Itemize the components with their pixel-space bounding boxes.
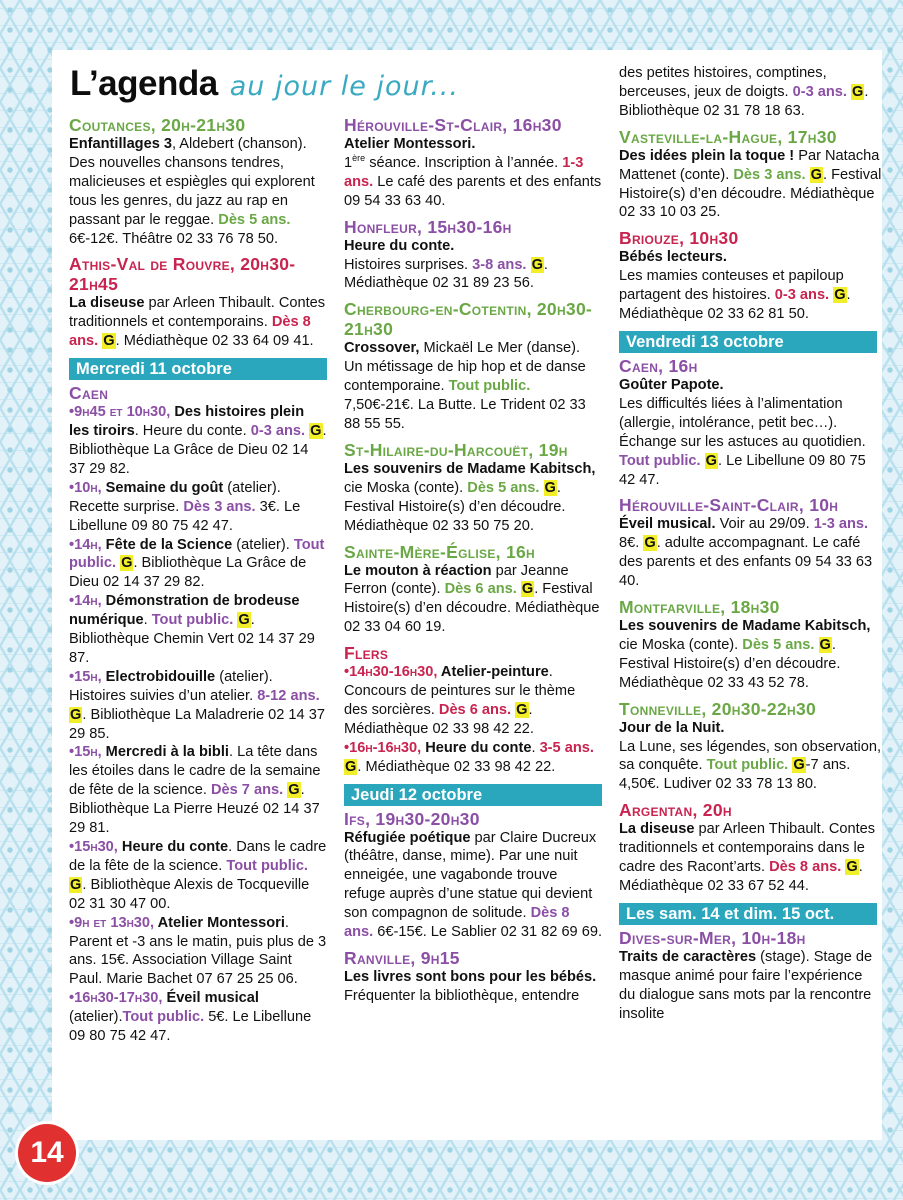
- event-body: Les livres sont bons pour les bébés. Fréquenter la bibliothèque, entendre: [344, 969, 597, 1004]
- free-badge: G: [121, 555, 133, 572]
- agenda-page: [52, 50, 882, 1140]
- event-body: •15h, Mercredi à la bibli. La tête dans les étoiles dans le cadre de la semaine de fête de la science. Dès 7 ans. G. Bibliothèque La Pierre Heuzé 02 14 37 29 81.: [69, 744, 321, 837]
- event-body: Les souvenirs de Madame Kabitsch, cie Moska (conte). Dès 5 ans. G. Festival Histoire(s) d’en découdre. Médiathèque 02 33 43 52 78.: [619, 618, 871, 691]
- event-place: Caen, 16h: [619, 355, 698, 376]
- event-body: Enfantillages 3, Aldebert (chanson). Des nouvelles chansons tendres, malicieuses et espiègles qui explorent tous les genres, du jazz au rap en passant par le reggae. Dès 5 ans. 6€-12€. Théâtre 02 33 76 78 50.: [69, 136, 315, 247]
- column-2: [344, 115, 602, 1006]
- free-badge: G: [310, 423, 322, 440]
- free-badge: G: [852, 83, 864, 100]
- free-badge: G: [70, 706, 82, 723]
- event-body: Crossover, Mickaël Le Mer (danse). Un métissage de hip hop et de danse contemporaine. Tout public. 7,50€-21€. La Butte. Le Trident 02 33 88 55 55.: [344, 340, 586, 432]
- event-body: •14h30-16h30, Atelier-peinture. Concours de peintures sur le thème des sorcières. Dès 6 ans. G. Médiathèque 02 33 98 42 22.: [344, 664, 576, 737]
- free-badge: G: [793, 757, 805, 774]
- event-body: des petites histoires, comptines, berceuses, jeux de doigts. 0-3 ans. G. Bibliothèque 02 31 78 18 63.: [619, 65, 869, 119]
- event-place: Honfleur, 15h30-16h: [344, 216, 512, 237]
- event-body: Jour de la Nuit. La Lune, ses légendes, son observation, sa conquête. Tout public. G-7 ans. 4,50€. Ludiver 02 33 78 13 80.: [619, 719, 882, 793]
- event-place: Sainte-Mère-Église, 16h: [344, 541, 536, 562]
- free-badge: G: [846, 859, 858, 876]
- event-place: Hérouville-St-Clair, 16h30: [344, 115, 562, 135]
- event-body: Le mouton à réaction par Jeanne Ferron (conte). Dès 6 ans. G. Festival Histoire(s) d’en découdre. Médiathèque 02 33 04 60 19.: [344, 562, 600, 636]
- event-place: Tonneville, 20h30-22h30: [619, 698, 817, 719]
- page-number-badge: 14: [18, 1124, 76, 1182]
- event-body: •15h30, Heure du conte. Dans le cadre de la fête de la science. Tout public. G. Bibliothèque Alexis de Tocqueville 02 31 30 47 00.: [69, 839, 327, 912]
- event-body: Atelier Montessori. 1ère séance. Inscription à l’année. 1-3 ans. Le café des parents et des enfants 09 54 33 63 40.: [344, 136, 602, 209]
- event-body: •16h30-17h30, Éveil musical (atelier).Tout public. 5€. Le Libellune 09 80 75 42 47.: [69, 990, 312, 1045]
- free-badge: G: [810, 166, 822, 183]
- page-title: L’agenda: [70, 64, 218, 103]
- event-place: Cherbourg-en-Cotentin, 20h30-21h30: [344, 299, 593, 340]
- free-badge: G: [345, 758, 357, 775]
- free-badge: G: [644, 535, 656, 552]
- event-body: •15h, Electrobidouille (atelier). Histoires suivies d’un atelier. 8-12 ans. G. Bibliothèque La Maladrerie 02 14 37 29 85.: [69, 668, 325, 742]
- event-body: •9h et 13h30, Atelier Montessori. Parent et -3 ans le matin, puis plus de 3 ans. 15€. Association Village Saint Paul. Marie Bachet 07 67 25 25 06.: [69, 914, 327, 988]
- event-body: •14h, Démonstration de brodeuse numérique. Tout public. G. Bibliothèque Chemin Vert 02 14 37 29 87.: [69, 593, 315, 666]
- event-place: Athis-Val de Rouvre, 20h30-21h45: [69, 254, 296, 295]
- event-place: Vasteville-la-Hague, 17h30: [619, 126, 837, 147]
- free-badge: G: [70, 876, 82, 893]
- day-header: Vendredi 13 octobre: [619, 331, 877, 353]
- event-body: Traits de caractères (stage). Stage de masque animé pour faire l’expérience du dialogue sans mots par la rencontre insolite: [619, 948, 873, 1022]
- event-body: Les souvenirs de Madame Kabitsch, cie Moska (conte). Dès 5 ans. G. Festival Histoire(s) d’en découdre. Médiathèque 02 33 50 75 20.: [344, 460, 596, 534]
- event-place: Caen: [69, 383, 109, 404]
- free-badge: G: [103, 333, 115, 350]
- event-body: Heure du conte. Histoires surprises. 3-8 ans. G. Médiathèque 02 31 89 23 56.: [344, 237, 548, 292]
- event-body: La diseuse par Arleen Thibault. Contes traditionnels et contemporains. Dès 8 ans. G. Médiathèque 02 33 64 09 41.: [69, 295, 326, 350]
- event-body: La diseuse par Arleen Thibault. Contes traditionnels et contemporains dans le cadre des Racont’arts. Dès 8 ans. G. Médiathèque 02 33 67 52 44.: [619, 821, 876, 894]
- event-place: Argentan, 20h: [619, 800, 732, 821]
- event-place: Coutances, 20h-21h30: [69, 115, 246, 135]
- event-place: St-Hilaire-du-Harcouët, 19h: [344, 439, 568, 460]
- event-body: •16h-16h30, Heure du conte. 3-5 ans. G. Médiathèque 02 33 98 42 22.: [344, 739, 594, 775]
- column-1: [69, 115, 327, 1046]
- event-place: Ranville, 9h15: [344, 948, 460, 968]
- event-place: Hérouville-Saint-Clair, 10h: [619, 495, 839, 516]
- day-header: Mercredi 11 octobre: [69, 358, 327, 380]
- day-header: Jeudi 12 octobre: [344, 784, 602, 806]
- event-body: •9h45 et 10h30, Des histoires plein les tiroirs. Heure du conte. 0-3 ans. G. Bibliothèque La Grâce de Dieu 02 14 37 29 82.: [69, 404, 327, 477]
- event-place: Briouze, 10h30: [619, 228, 739, 249]
- free-badge: G: [531, 256, 543, 273]
- free-badge: G: [819, 636, 831, 653]
- free-badge: G: [288, 782, 300, 799]
- event-body: Des idées plein la toque ! Par Natacha Mattenet (conte). Dès 3 ans. G. Festival Histoire(s) d’en découdre. Médiathèque 02 33 10 03 25.: [619, 147, 882, 221]
- event-body: Goûter Papote. Les difficultés liées à l’alimentation (allergie, intolérance, petit bec…). Échange sur les astuces au quotidien. Tout public. G. Le Libellune 09 80 75 42 47.: [619, 376, 866, 488]
- column-3: [619, 64, 882, 1024]
- event-place: Dives-sur-Mer, 10h-18h: [619, 927, 806, 948]
- free-badge: G: [544, 479, 556, 496]
- event-place: Flers: [344, 643, 389, 664]
- event-place: Montfarville, 18h30: [619, 597, 780, 618]
- free-badge: G: [705, 452, 718, 469]
- event-body: Éveil musical. Voir au 29/09. 1-3 ans. 8€. G. adulte accompagnant. Le café des parents et des enfants 09 54 33 63 40.: [619, 516, 873, 590]
- page-subtitle: au jour le jour...: [229, 71, 459, 102]
- free-badge: G: [238, 612, 250, 629]
- event-place: Ifs, 19h30-20h30: [344, 808, 480, 829]
- day-header: Les sam. 14 et dim. 15 oct.: [619, 903, 877, 925]
- event-body: Bébés lecteurs. Les mamies conteuses et papiloup partagent des histoires. 0-3 ans. G. Médiathèque 02 33 62 81 50.: [619, 249, 851, 323]
- free-badge: G: [834, 287, 846, 304]
- page-header: [70, 64, 459, 114]
- free-badge: G: [516, 701, 528, 718]
- event-body: Réfugiée poétique par Claire Ducreux (théâtre, danse, mime). Par une nuit enneigée, une vagabonde trouve refuge auprès d’une statue qui devient son compagnon de solitude. Dès 8 ans. 6€-15€. Le Sablier 02 31 82 69 69.: [344, 829, 603, 941]
- event-body: •10h, Semaine du goût (atelier). Recette surprise. Dès 3 ans. 3€. Le Libellune 09 80 75 42 47.: [69, 479, 301, 534]
- free-badge: G: [521, 581, 534, 598]
- event-body: •14h, Fête de la Science (atelier). Tout public. G. Bibliothèque La Grâce de Dieu 02 14 37 29 82.: [69, 536, 325, 591]
